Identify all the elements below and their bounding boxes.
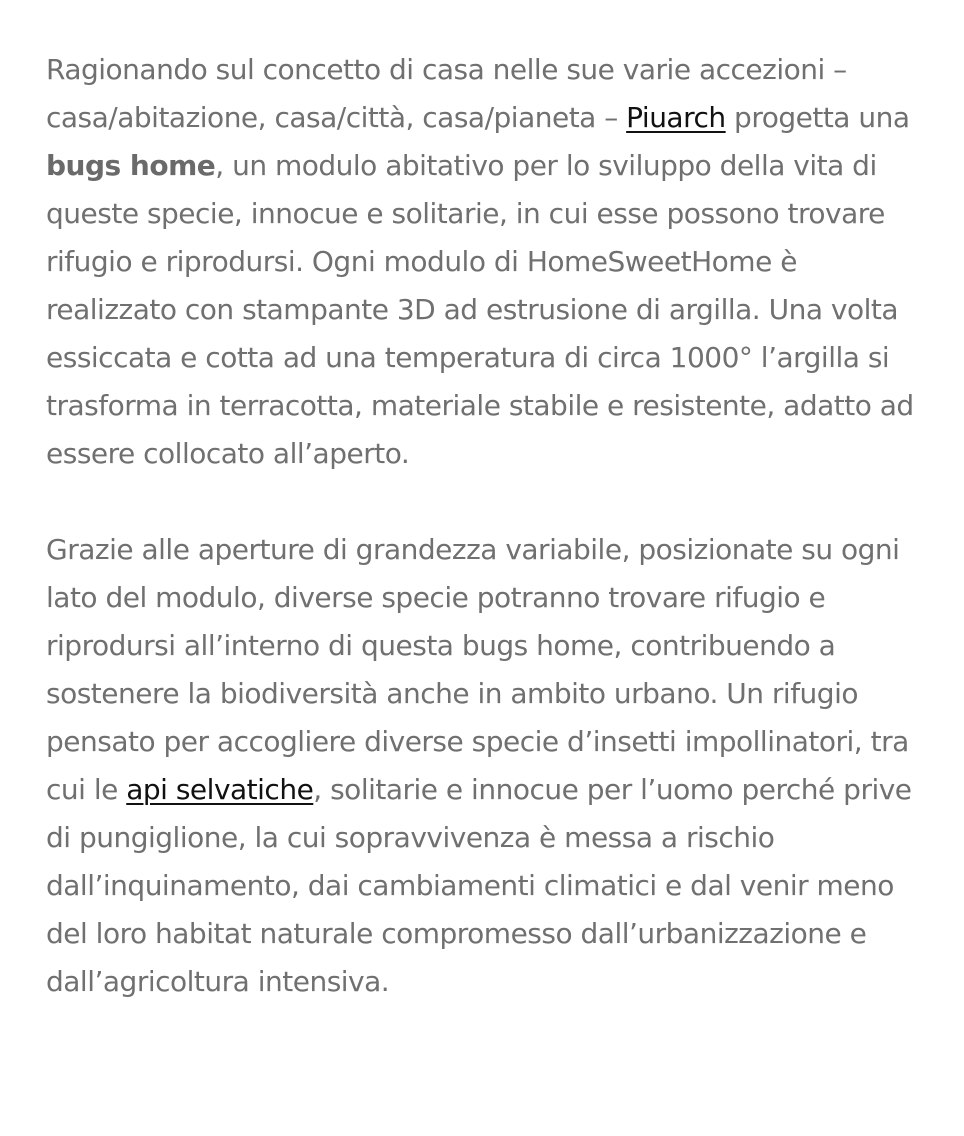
article-body [46, 46, 926, 1006]
paragraph-1-text-a: Ragionando sul concetto di casa nelle sue varie accezioni – casa/abitazione, casa/città, casa/pianeta – [46, 53, 847, 134]
paragraph-2 [46, 526, 926, 1006]
bugs-home-bold: bugs home [46, 149, 216, 182]
piuarch-link[interactable]: Piuarch [626, 101, 726, 134]
paragraph-1-text-b: progetta una [725, 101, 910, 134]
paragraph-1-text-c: , un modulo abitativo per lo sviluppo della vita di queste specie, innocue e solitarie, in cui esse possono trovare rifugio e riprodursi. Ogni modulo di HomeSweetHome è realizzato con stampante 3D ad estrusione di argilla. Una volta essiccata e cotta ad una temperatura di circa 1000° l’argilla si trasforma in terracotta, materiale stabile e resistente, adatto ad essere collocato all’aperto. [46, 149, 914, 470]
paragraph-1 [46, 46, 926, 478]
api-selvatiche-link[interactable]: api selvatiche [126, 773, 314, 806]
paragraph-2-text-b: , solitarie e innocue per l’uomo perché prive di pungiglione, la cui sopravvivenza è messa a rischio dall’inquinamento, dai cambiamenti climatici e dal venir meno del loro habitat naturale compromesso dall’urbanizzazione e dall’agricoltura intensiva. [46, 773, 912, 998]
paragraph-2-text-a: Grazie alle aperture di grandezza variabile, posizionate su ogni lato del modulo, diverse specie potranno trovare rifugio e riprodursi all’interno di questa bugs home, contribuendo a sostenere la biodiversità anche in ambito urbano. Un rifugio pensato per accogliere diverse specie d’insetti impollinatori, tra cui le [46, 533, 909, 806]
